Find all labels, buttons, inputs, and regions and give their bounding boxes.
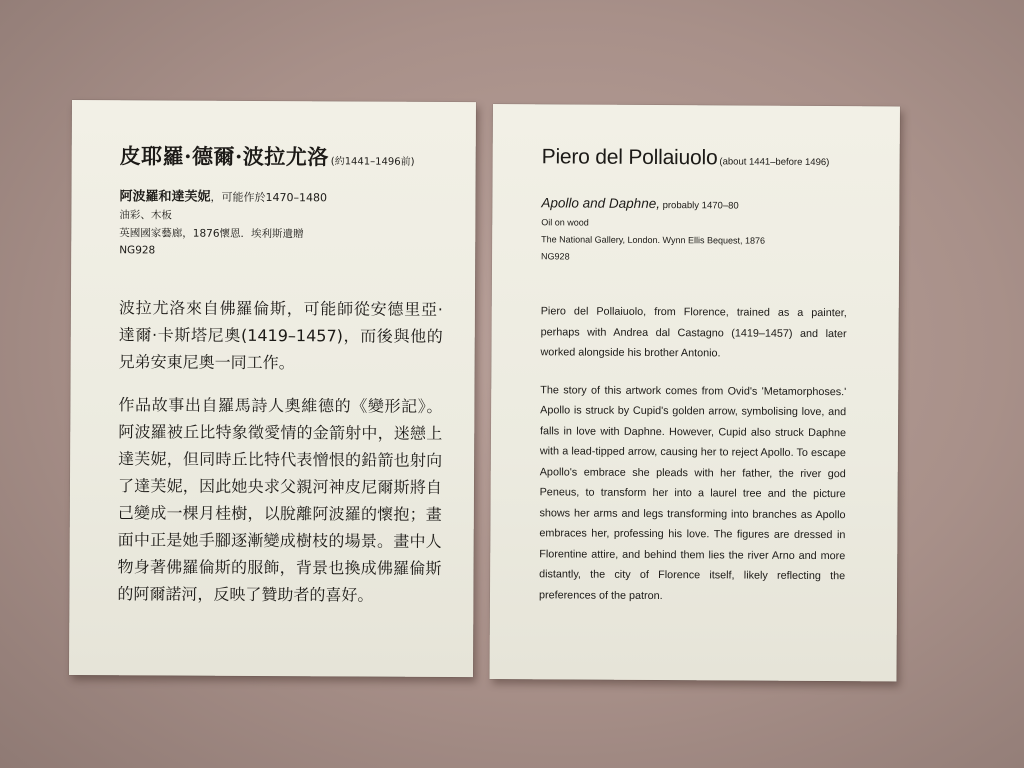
chinese-artist-name: 皮耶羅·德爾·波拉尤洛 bbox=[119, 143, 329, 170]
chinese-credit-line: 英國國家藝廊，1876懷恩．埃利斯遺贈 bbox=[119, 226, 304, 240]
english-artist-name: Piero del Pollaiuolo bbox=[541, 145, 718, 170]
english-credit-line: The National Gallery, London. Wynn Ellis Bequest, 1876 bbox=[541, 233, 766, 246]
english-artist-dates: (about 1441–before 1496) bbox=[719, 156, 830, 169]
chinese-artist-dates: (約1441–1496前) bbox=[330, 156, 415, 168]
chinese-paragraph-1: 波拉尤洛來自佛羅倫斯，可能師從安德里亞·達爾·卡斯塔尼奧(1419–1457)，而後與他的兄弟安東尼奧一同工作。 bbox=[118, 298, 443, 373]
english-description bbox=[539, 301, 847, 624]
chinese-artist-heading bbox=[120, 140, 415, 172]
chinese-inventory-number: NG928 bbox=[119, 244, 156, 257]
chinese-medium: 油彩、木板 bbox=[119, 209, 172, 222]
chinese-museum-label bbox=[69, 100, 476, 677]
chinese-paragraph-2: 作品故事出自羅馬詩人奧維德的《變形記》。阿波羅被丘比特象徵愛情的金箭射中，迷戀上達芙妮，但同時丘比特代表憎恨的鉛箭也射向了達芙妮，因此她央求父親河神皮尼爾斯將自己變成一棵月桂樹，以脫離阿波羅的懷抱；畫面中正是她手腳逐漸變成樹枝的場景。畫中人物身著佛羅倫斯的服飾，背景也換成佛羅倫斯的阿爾諾河，反映了贊助者的喜好。 bbox=[117, 395, 443, 605]
english-work-title-line bbox=[541, 196, 765, 211]
english-medium: Oil on wood bbox=[541, 216, 589, 228]
chinese-work-title-line bbox=[119, 190, 327, 204]
english-inventory-number: NG928 bbox=[541, 250, 570, 261]
chinese-description bbox=[117, 294, 443, 625]
english-work-date: probably 1470–80 bbox=[659, 200, 739, 212]
chinese-artwork-details bbox=[119, 190, 327, 257]
chinese-work-date: ，可能作於1470–1480 bbox=[210, 190, 328, 205]
english-paragraph-1: Piero del Pollaiuolo, from Florence, trained as a painter, perhaps with Andrea dal Castagno (1419–1457) and later worked alongside his brother Antonio. bbox=[540, 305, 847, 360]
english-work-title: Apollo and Daphne, bbox=[541, 195, 661, 212]
english-paragraph-2: The story of this artwork comes from Ovid's 'Metamorphoses.' Apollo is struck by Cupid's golden arrow, symbolising love, and falls in love with Daphne. However, Cupid also struck Daphne with a lead-tipped arrow, causing her to reject Apollo. To escape Apollo's embrace she pleads with her father, the river god Peneus, to transform her into a laurel tree and the picture shows her arms and legs transforming into branches as Apollo embraces her, professing his love. The figures are dressed in Florentine attire, and behind them lies the river Arno and more distantly, the city of Florence itself, likely reflecting the preferences of the patron. bbox=[538, 383, 847, 602]
chinese-work-title: 阿波羅和達芙妮 bbox=[119, 189, 211, 205]
english-museum-label bbox=[489, 104, 900, 681]
english-artist-heading bbox=[542, 145, 830, 171]
english-artwork-details bbox=[541, 196, 765, 262]
